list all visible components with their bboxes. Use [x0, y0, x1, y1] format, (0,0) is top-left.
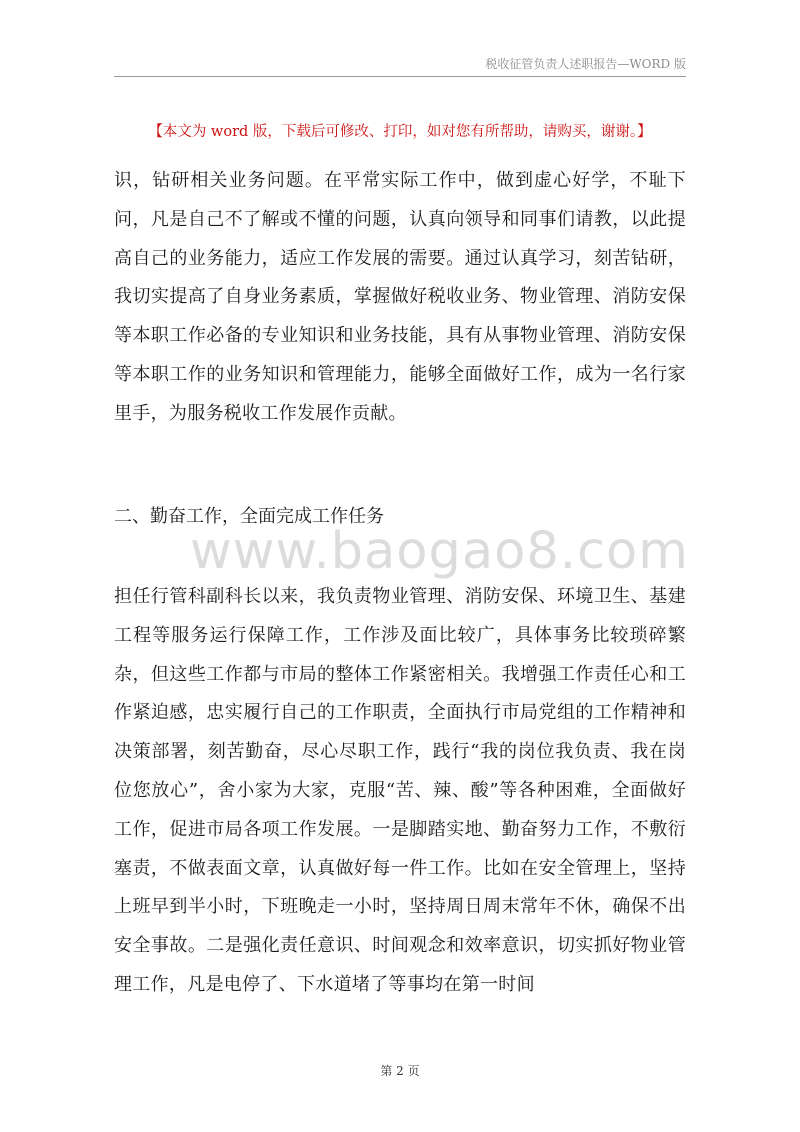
section-heading: 二、勤奋工作，全面完成工作任务 — [114, 506, 384, 527]
download-notice: 【本文为 word 版，下载后可修改、打印，如对您有所帮助，请购买，谢谢。】 — [148, 124, 652, 140]
watermark-text: www.baogao8.com — [190, 522, 689, 581]
body-paragraph-1: 识，钻研相关业务问题。在平常实际工作中，做到虚心好学，不耻下问，凡是自己不了解或不懂的问题，认真向领导和同事们请教，以此提高自己的业务能力，适应工作发展的需要。通过认真学习，刻苦钻研，我切实提高了自身业务素质，掌握做好税收业务、物业管理、消防安保等本职工作必备的专业知识和业务技能，具有从事物业管理、消防安保等本职工作的业务知识和管理能力，能够全面做好工作，成为一名行家里手，为服务税收工作发展作贡献。 — [114, 170, 686, 424]
body-paragraph-2: 担任行管科副科长以来，我负责物业管理、消防安保、环境卫生、基建工程等服务运行保障工作，工作涉及面比较广，具体事务比较琐碎繁杂，但这些工作都与市局的整体工作紧密相关。我增强工作责任心和工作紧迫感，忠实履行自己的工作职责，全面执行市局党组的工作精神和决策部署，刻苦勤奋，尽心尽职工作，践行“我的岗位我负责、我在岗位您放心”，舍小家为大家，克服“苦、辣、酸”等各种困难，全面做好工作，促进市局各项工作发展。一是脚踏实地、勤奋努力工作，不敷衍塞责，不做表面文章，认真做好每一件工作。比如在安全管理上，坚持上班早到半小时，下班晚走一小时，坚持周日周末常年不休，确保不出安全事故。二是强化责任意识、时间观念和效率意识，切实抓好物业管理工作，凡是电停了、下水道堵了等事均在第一时间 — [114, 586, 686, 995]
page-number: 第 2 页 — [380, 1064, 420, 1078]
header-divider — [114, 76, 686, 77]
document-header-title: 税收征管负责人述职报告—WORD 版 — [485, 57, 686, 71]
